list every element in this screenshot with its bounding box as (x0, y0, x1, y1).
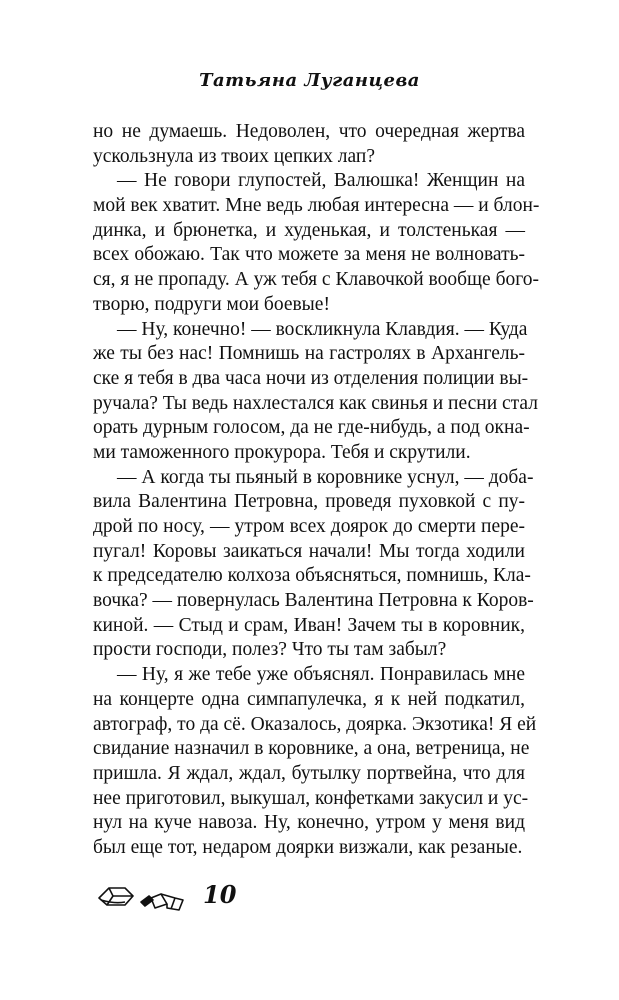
text-line: вочка? — повернулась Валентина Петровна к Коров- (93, 590, 534, 612)
text-line: ручала? Ты ведь нахлестался как свинья и песни стал (93, 392, 538, 414)
text-line: но не думаешь. Недоволен, что очередная жертва (93, 121, 525, 142)
text-line: ми таможенного прокурора. Тебя и скрутили. (93, 441, 471, 463)
text-line: же ты без нас! Помнишь на гастролях в Архангель- (93, 343, 525, 365)
text-line: пугал! Коровы заикаться начали! Мы тогда ходили (93, 540, 525, 562)
text-line: мой век хватит. Мне ведь любая интересна — и блон- (93, 195, 540, 217)
text-line: нее приготовил, выкушал, конфетками закусил и ус- (93, 787, 529, 809)
text-line: на концерте одна симпапулечка, я к ней подкатил, (93, 688, 525, 710)
text-line: дрой по носу, — утром всех доярок до смерти пере- (93, 516, 525, 537)
page-number: 10 (203, 880, 237, 909)
text-line: нул на куче навоза. Ну, конечно, утром у меня вид (93, 812, 525, 834)
text-line: был еще тот, недаром доярки визжали, как резаные. (93, 836, 523, 858)
text-line: творю, подруги мои боевые! (93, 293, 330, 315)
text-line: вила Валентина Петровна, проведя пуховкой с пу- (93, 491, 525, 513)
text-line: ускользнула из твоих цепких лап? (93, 145, 375, 167)
text-line: — Ну, я же тебе уже объяснял. Понравилась мне (117, 664, 525, 686)
text-line: орать дурным голосом, да не где-нибудь, а под окна- (93, 417, 530, 439)
text-line: прости господи, полез? Что ты там забыл? (93, 639, 447, 661)
text-line: — Не говори глупостей, Валюшка! Женщин на (117, 170, 525, 192)
text-line: ся, я не пропаду. А уж тебя с Клавочкой вообще бого- (93, 269, 539, 291)
text-line: к председателю колхоза объясняться, помнишь, Кла- (93, 565, 531, 587)
text-line: автограф, то да сё. Оказалось, доярка. Экзотика! Я ей (93, 713, 537, 735)
text-line: — Ну, конечно! — воскликнула Клавдия. — Куда (117, 318, 528, 340)
text-line: киной. — Стыд и срам, Иван! Зачем ты в коровник, (93, 614, 525, 636)
text-line: свидание назначил в коровнике, а она, ветреница, не (93, 738, 530, 760)
text-line: — А когда ты пьяный в коровнике уснул, — доба- (117, 466, 534, 488)
text-line: всех обожаю. Так что можете за меня не волновать- (93, 244, 525, 266)
running-head-author: Татьяна Луганцева (199, 70, 420, 91)
compact-and-lipstick-icon (95, 878, 195, 918)
body-text (93, 120, 540, 861)
text-line: ске я тебя в два часа ночи из отделения полиции вы- (93, 367, 529, 389)
page-footer (95, 878, 255, 918)
text-line: динка, и брюнетка, и худенькая, и толстенькая — (93, 219, 525, 241)
text-line: пришла. Я ждал, ждал, бутылку портвейна, что для (93, 762, 525, 784)
